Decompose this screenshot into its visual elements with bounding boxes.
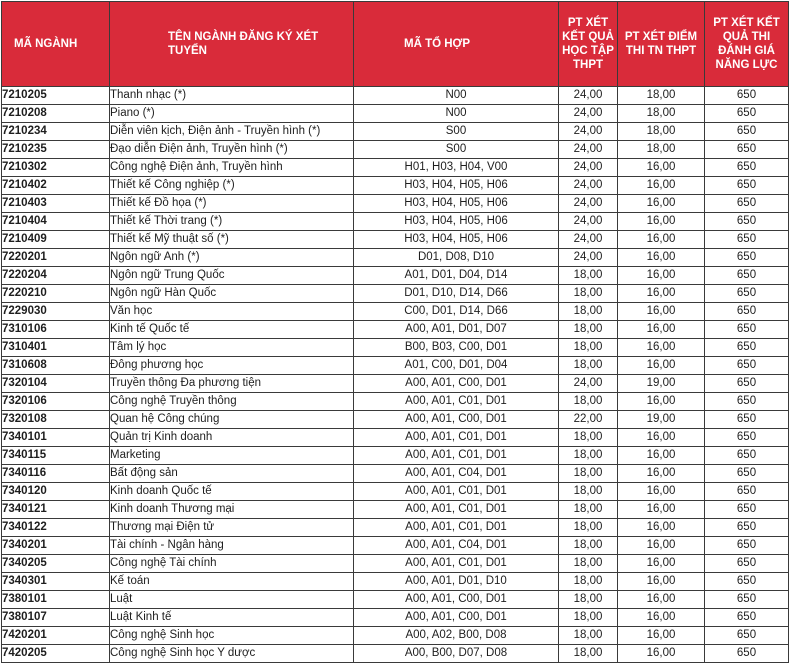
aptitude-score-cell: 650 [705, 645, 789, 663]
major-code-cell: 7210403 [2, 195, 110, 213]
subject-combo-cell: A00, A01, C01, D01 [354, 393, 559, 411]
transcript-score-cell: 24,00 [559, 87, 618, 105]
table-row [2, 123, 789, 141]
aptitude-score-cell: 650 [705, 411, 789, 429]
transcript-score-cell: 18,00 [559, 537, 618, 555]
major-name-cell: Văn học [110, 303, 354, 321]
table-row [2, 159, 789, 177]
subject-combo-cell: A00, A01, C00, D01 [354, 609, 559, 627]
table-row [2, 411, 789, 429]
major-name-cell: Quan hệ Công chúng [110, 411, 354, 429]
major-name-cell: Thanh nhạc (*) [110, 87, 354, 105]
aptitude-score-cell: 650 [705, 375, 789, 393]
exam-score-cell: 16,00 [618, 231, 705, 249]
header-subject-combo: MÃ TỔ HỢP [354, 2, 559, 87]
aptitude-score-cell: 650 [705, 555, 789, 573]
table-row [2, 609, 789, 627]
subject-combo-cell: A00, B00, D07, D08 [354, 645, 559, 663]
table-row [2, 267, 789, 285]
major-name-cell: Bất động sản [110, 465, 354, 483]
major-code-cell: 7320106 [2, 393, 110, 411]
major-code-cell: 7210205 [2, 87, 110, 105]
exam-score-cell: 16,00 [618, 609, 705, 627]
major-code-cell: 7340121 [2, 501, 110, 519]
major-name-cell: Công nghệ Sinh học Y dược [110, 645, 354, 663]
exam-score-cell: 16,00 [618, 519, 705, 537]
major-name-cell: Ngôn ngữ Hàn Quốc [110, 285, 354, 303]
transcript-score-cell: 18,00 [559, 645, 618, 663]
major-name-cell: Kinh doanh Quốc tế [110, 483, 354, 501]
table-row [2, 195, 789, 213]
transcript-score-cell: 18,00 [559, 555, 618, 573]
table-row [2, 627, 789, 645]
exam-score-cell: 18,00 [618, 105, 705, 123]
subject-combo-cell: S00 [354, 123, 559, 141]
major-name-cell: Kinh tế Quốc tế [110, 321, 354, 339]
table-row [2, 483, 789, 501]
subject-combo-cell: N00 [354, 105, 559, 123]
exam-score-cell: 16,00 [618, 483, 705, 501]
table-row [2, 339, 789, 357]
major-name-cell: Ngôn ngữ Anh (*) [110, 249, 354, 267]
aptitude-score-cell: 650 [705, 609, 789, 627]
major-name-cell: Thiết kế Mỹ thuật số (*) [110, 231, 354, 249]
major-code-cell: 7210409 [2, 231, 110, 249]
exam-score-cell: 19,00 [618, 411, 705, 429]
aptitude-score-cell: 650 [705, 501, 789, 519]
header-transcript-score: PT XÉT KẾT QUẢ HỌC TẬP THPT [559, 2, 618, 87]
major-code-cell: 7340205 [2, 555, 110, 573]
subject-combo-cell: H03, H04, H05, H06 [354, 177, 559, 195]
aptitude-score-cell: 650 [705, 537, 789, 555]
subject-combo-cell: A00, A01, C04, D01 [354, 465, 559, 483]
transcript-score-cell: 18,00 [559, 627, 618, 645]
exam-score-cell: 16,00 [618, 447, 705, 465]
subject-combo-cell: N00 [354, 87, 559, 105]
major-code-cell: 7310106 [2, 321, 110, 339]
transcript-score-cell: 18,00 [559, 609, 618, 627]
aptitude-score-cell: 650 [705, 141, 789, 159]
exam-score-cell: 16,00 [618, 573, 705, 591]
exam-score-cell: 19,00 [618, 375, 705, 393]
table-body [2, 87, 789, 663]
major-code-cell: 7340101 [2, 429, 110, 447]
table-row [2, 591, 789, 609]
aptitude-score-cell: 650 [705, 429, 789, 447]
transcript-score-cell: 18,00 [559, 321, 618, 339]
subject-combo-cell: A00, A01, C01, D01 [354, 501, 559, 519]
header-major-code: MÃ NGÀNH [2, 2, 110, 87]
aptitude-score-cell: 650 [705, 465, 789, 483]
aptitude-score-cell: 650 [705, 447, 789, 465]
aptitude-score-cell: 650 [705, 393, 789, 411]
subject-combo-cell: A00, A02, B00, D08 [354, 627, 559, 645]
admissions-table [1, 1, 789, 663]
transcript-score-cell: 24,00 [559, 105, 618, 123]
table-row [2, 177, 789, 195]
major-code-cell: 7210208 [2, 105, 110, 123]
aptitude-score-cell: 650 [705, 123, 789, 141]
major-code-cell: 7340115 [2, 447, 110, 465]
table-row [2, 285, 789, 303]
transcript-score-cell: 24,00 [559, 195, 618, 213]
table-row [2, 357, 789, 375]
aptitude-score-cell: 650 [705, 303, 789, 321]
subject-combo-cell: A00, A01, C01, D01 [354, 519, 559, 537]
exam-score-cell: 16,00 [618, 555, 705, 573]
subject-combo-cell: H03, H04, H05, H06 [354, 231, 559, 249]
transcript-score-cell: 18,00 [559, 429, 618, 447]
major-code-cell: 7340122 [2, 519, 110, 537]
aptitude-score-cell: 650 [705, 105, 789, 123]
exam-score-cell: 16,00 [618, 393, 705, 411]
subject-combo-cell: A00, A01, C01, D01 [354, 483, 559, 501]
major-name-cell: Thiết kế Đồ họa (*) [110, 195, 354, 213]
table-header [2, 2, 789, 87]
table-row [2, 303, 789, 321]
major-code-cell: 7320104 [2, 375, 110, 393]
transcript-score-cell: 24,00 [559, 231, 618, 249]
transcript-score-cell: 18,00 [559, 339, 618, 357]
transcript-score-cell: 24,00 [559, 249, 618, 267]
major-code-cell: 7210234 [2, 123, 110, 141]
major-code-cell: 7210302 [2, 159, 110, 177]
major-name-cell: Luật Kinh tế [110, 609, 354, 627]
aptitude-score-cell: 650 [705, 321, 789, 339]
aptitude-score-cell: 650 [705, 177, 789, 195]
major-name-cell: Thương mại Điện tử [110, 519, 354, 537]
subject-combo-cell: H03, H04, H05, H06 [354, 213, 559, 231]
major-name-cell: Ngôn ngữ Trung Quốc [110, 267, 354, 285]
major-code-cell: 7310401 [2, 339, 110, 357]
table-row [2, 231, 789, 249]
aptitude-score-cell: 650 [705, 591, 789, 609]
table-row [2, 645, 789, 663]
transcript-score-cell: 18,00 [559, 483, 618, 501]
header-exam-score: PT XÉT ĐIỂM THI TN THPT [618, 2, 705, 87]
subject-combo-cell: A00, A01, D01, D07 [354, 321, 559, 339]
major-name-cell: Truyền thông Đa phương tiện [110, 375, 354, 393]
major-name-cell: Luật [110, 591, 354, 609]
major-code-cell: 7380107 [2, 609, 110, 627]
subject-combo-cell: A00, A01, C00, D01 [354, 591, 559, 609]
table-row [2, 519, 789, 537]
exam-score-cell: 16,00 [618, 195, 705, 213]
exam-score-cell: 16,00 [618, 429, 705, 447]
major-name-cell: Marketing [110, 447, 354, 465]
table-row [2, 213, 789, 231]
table-row [2, 105, 789, 123]
subject-combo-cell: S00 [354, 141, 559, 159]
major-code-cell: 7320108 [2, 411, 110, 429]
major-code-cell: 7340201 [2, 537, 110, 555]
exam-score-cell: 18,00 [618, 87, 705, 105]
major-code-cell: 7229030 [2, 303, 110, 321]
table-row [2, 375, 789, 393]
table-row [2, 141, 789, 159]
exam-score-cell: 16,00 [618, 159, 705, 177]
aptitude-score-cell: 650 [705, 267, 789, 285]
aptitude-score-cell: 650 [705, 249, 789, 267]
major-code-cell: 7420205 [2, 645, 110, 663]
transcript-score-cell: 22,00 [559, 411, 618, 429]
subject-combo-cell: H03, H04, H05, H06 [354, 195, 559, 213]
table-row [2, 501, 789, 519]
major-name-cell: Kinh doanh Thương mại [110, 501, 354, 519]
aptitude-score-cell: 650 [705, 285, 789, 303]
subject-combo-cell: A00, A01, C01, D01 [354, 555, 559, 573]
table-row [2, 249, 789, 267]
exam-score-cell: 16,00 [618, 267, 705, 285]
major-name-cell: Tài chính - Ngân hàng [110, 537, 354, 555]
transcript-score-cell: 18,00 [559, 303, 618, 321]
transcript-score-cell: 24,00 [559, 159, 618, 177]
major-code-cell: 7220210 [2, 285, 110, 303]
major-name-cell: Đông phương học [110, 357, 354, 375]
subject-combo-cell: A00, A01, D01, D10 [354, 573, 559, 591]
transcript-score-cell: 18,00 [559, 357, 618, 375]
transcript-score-cell: 18,00 [559, 465, 618, 483]
major-name-cell: Công nghệ Điện ảnh, Truyền hình [110, 159, 354, 177]
major-name-cell: Quản trị Kinh doanh [110, 429, 354, 447]
aptitude-score-cell: 650 [705, 357, 789, 375]
exam-score-cell: 16,00 [618, 213, 705, 231]
major-name-cell: Công nghệ Sinh học [110, 627, 354, 645]
subject-combo-cell: A00, A01, C00, D01 [354, 411, 559, 429]
exam-score-cell: 16,00 [618, 303, 705, 321]
aptitude-score-cell: 650 [705, 159, 789, 177]
subject-combo-cell: A00, A01, C00, D01 [354, 375, 559, 393]
aptitude-score-cell: 650 [705, 519, 789, 537]
subject-combo-cell: D01, D10, D14, D66 [354, 285, 559, 303]
transcript-score-cell: 18,00 [559, 267, 618, 285]
subject-combo-cell: A00, A01, C04, D01 [354, 537, 559, 555]
major-name-cell: Kế toán [110, 573, 354, 591]
table-row [2, 537, 789, 555]
exam-score-cell: 16,00 [618, 249, 705, 267]
transcript-score-cell: 18,00 [559, 393, 618, 411]
aptitude-score-cell: 650 [705, 213, 789, 231]
exam-score-cell: 16,00 [618, 627, 705, 645]
major-code-cell: 7210404 [2, 213, 110, 231]
transcript-score-cell: 18,00 [559, 447, 618, 465]
aptitude-score-cell: 650 [705, 573, 789, 591]
major-code-cell: 7380101 [2, 591, 110, 609]
header-major-name: TÊN NGÀNH ĐĂNG KÝ XÉT TUYỂN [110, 2, 354, 87]
table-row [2, 447, 789, 465]
transcript-score-cell: 24,00 [559, 375, 618, 393]
subject-combo-cell: A01, D01, D04, D14 [354, 267, 559, 285]
subject-combo-cell: A00, A01, C01, D01 [354, 447, 559, 465]
transcript-score-cell: 24,00 [559, 213, 618, 231]
transcript-score-cell: 18,00 [559, 519, 618, 537]
major-name-cell: Piano (*) [110, 105, 354, 123]
exam-score-cell: 16,00 [618, 501, 705, 519]
major-code-cell: 7420201 [2, 627, 110, 645]
table-row [2, 393, 789, 411]
aptitude-score-cell: 650 [705, 483, 789, 501]
subject-combo-cell: D01, D08, D10 [354, 249, 559, 267]
table-row [2, 573, 789, 591]
aptitude-score-cell: 650 [705, 87, 789, 105]
transcript-score-cell: 18,00 [559, 285, 618, 303]
table-row [2, 555, 789, 573]
exam-score-cell: 16,00 [618, 465, 705, 483]
subject-combo-cell: C00, D01, D14, D66 [354, 303, 559, 321]
exam-score-cell: 16,00 [618, 321, 705, 339]
exam-score-cell: 18,00 [618, 123, 705, 141]
aptitude-score-cell: 650 [705, 231, 789, 249]
header-aptitude-score: PT XÉT KẾT QUẢ THI ĐÁNH GIÁ NĂNG LỰC [705, 2, 789, 87]
major-name-cell: Công nghệ Tài chính [110, 555, 354, 573]
admissions-table-page [0, 1, 790, 669]
major-name-cell: Thiết kế Công nghiệp (*) [110, 177, 354, 195]
major-name-cell: Đạo diễn Điện ảnh, Truyền hình (*) [110, 141, 354, 159]
major-code-cell: 7210235 [2, 141, 110, 159]
exam-score-cell: 16,00 [618, 645, 705, 663]
exam-score-cell: 16,00 [618, 339, 705, 357]
table-row [2, 429, 789, 447]
major-name-cell: Diễn viên kịch, Điện ảnh - Truyền hình (*) [110, 123, 354, 141]
major-code-cell: 7340301 [2, 573, 110, 591]
exam-score-cell: 16,00 [618, 177, 705, 195]
transcript-score-cell: 18,00 [559, 573, 618, 591]
major-code-cell: 7310608 [2, 357, 110, 375]
table-row [2, 87, 789, 105]
exam-score-cell: 18,00 [618, 141, 705, 159]
major-code-cell: 7340120 [2, 483, 110, 501]
subject-combo-cell: A01, C00, D01, D04 [354, 357, 559, 375]
major-code-cell: 7210402 [2, 177, 110, 195]
transcript-score-cell: 24,00 [559, 177, 618, 195]
exam-score-cell: 16,00 [618, 537, 705, 555]
header-row [2, 2, 789, 87]
aptitude-score-cell: 650 [705, 339, 789, 357]
major-name-cell: Tâm lý học [110, 339, 354, 357]
subject-combo-cell: A00, A01, C01, D01 [354, 429, 559, 447]
exam-score-cell: 16,00 [618, 285, 705, 303]
table-row [2, 321, 789, 339]
major-code-cell: 7220204 [2, 267, 110, 285]
exam-score-cell: 16,00 [618, 591, 705, 609]
transcript-score-cell: 24,00 [559, 123, 618, 141]
subject-combo-cell: H01, H03, H04, V00 [354, 159, 559, 177]
major-name-cell: Công nghệ Truyền thông [110, 393, 354, 411]
transcript-score-cell: 18,00 [559, 501, 618, 519]
major-code-cell: 7340116 [2, 465, 110, 483]
exam-score-cell: 16,00 [618, 357, 705, 375]
transcript-score-cell: 24,00 [559, 141, 618, 159]
transcript-score-cell: 18,00 [559, 591, 618, 609]
major-code-cell: 7220201 [2, 249, 110, 267]
table-row [2, 465, 789, 483]
subject-combo-cell: B00, B03, C00, D01 [354, 339, 559, 357]
aptitude-score-cell: 650 [705, 627, 789, 645]
aptitude-score-cell: 650 [705, 195, 789, 213]
major-name-cell: Thiết kế Thời trang (*) [110, 213, 354, 231]
